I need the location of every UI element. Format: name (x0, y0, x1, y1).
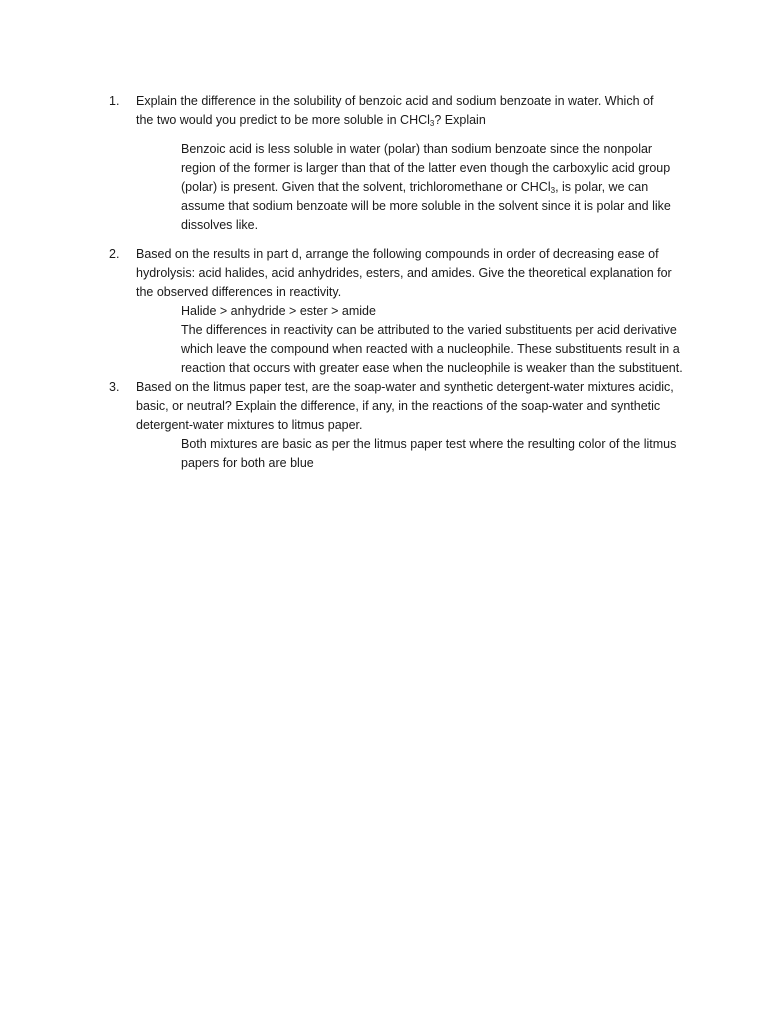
question-number: 3. (109, 380, 120, 394)
question-number: 2. (109, 247, 120, 261)
question-1 (109, 92, 689, 235)
answer-order: Halide > anhydride > ester > amide (181, 304, 376, 318)
question-answer: Benzoic acid is less soluble in water (polar) than sodium benzoate since the nonpolar region of the former is larger than that of the latter even though the carboxylic acid group (polar) is present. Given that the solvent, trichloromethane or CHCl$_3$, is polar, we can assume that sodium benzoate will be more soluble in the solvent since it is polar and like dissolves like. (181, 142, 671, 232)
question-prompt: Explain the difference in the solubility of benzoic acid and sodium benzoate in water. Which of the two would you predict to be more soluble in CHCl$_3$? Explain (136, 94, 654, 128)
question-answer: Both mixtures are basic as per the litmus paper test where the resulting color of the litmus papers for both are blue (181, 437, 677, 470)
question-list (109, 92, 689, 473)
question-prompt: Based on the litmus paper test, are the soap-water and synthetic detergent-water mixtures acidic, basic, or neutral? Explain the difference, if any, in the reactions of the soap-water and synthetic detergent-water mixtures to litmus paper. (136, 380, 674, 432)
question-number: 1. (109, 94, 120, 108)
question-prompt: Based on the results in part d, arrange the following compounds in order of decreasing ease of hydrolysis: acid halides, acid anhydrides, esters, and amides. Give the theoretical explanation for the observed differences in reactivity. (136, 247, 672, 299)
question-3 (109, 378, 689, 473)
question-answer: The differences in reactivity can be attributed to the varied substituents per acid derivative which leave the compound when reacted with a nucleophile. These substituents result in a reaction that occurs with greater ease when the nucleophile is weaker than the substituent. (181, 323, 683, 375)
question-2 (109, 245, 689, 378)
